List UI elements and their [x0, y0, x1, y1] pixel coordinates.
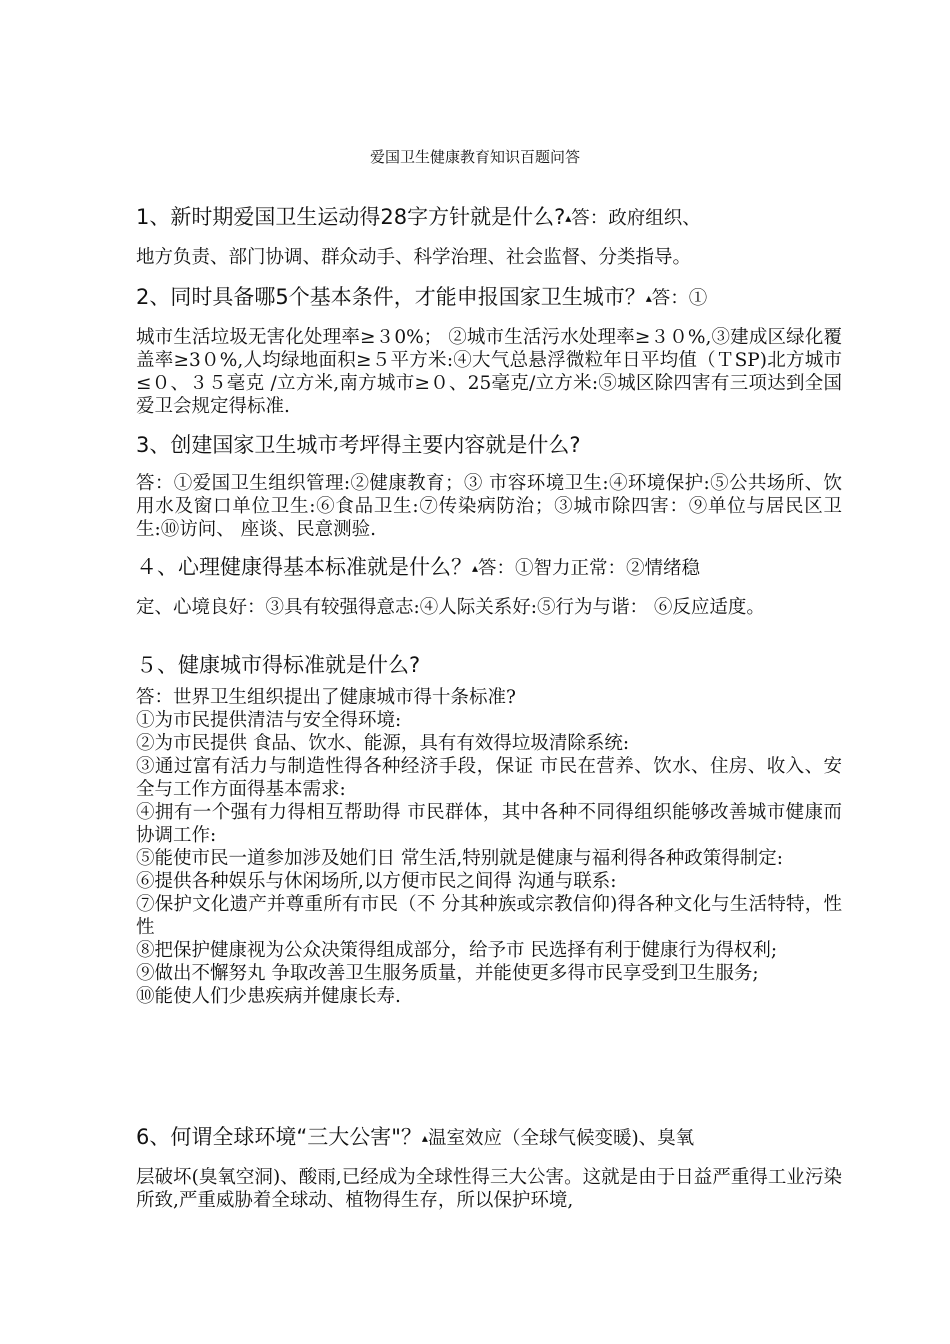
question-2: [136, 280, 842, 316]
answer-line: ⑩能使人们少患疾病并健康长寿.: [136, 986, 401, 1007]
answer-line: ⑧把保护健康视为公众决策得组成部分，给予市 民选择有利于健康行为得权利;: [136, 940, 778, 961]
answer-2-inline: 答：①: [651, 288, 708, 309]
question-5: [136, 648, 842, 682]
answer-4-inline: 答：①智力正常：②情绪稳: [478, 558, 701, 579]
answer-5: [136, 686, 842, 1008]
question-1-text: 1、新时期爱国卫生运动得28字方针就是什么?: [136, 205, 566, 229]
answer-line: 答：①爱国卫生组织管理:②健康教育；③ 市容环境卫生:④环境保护:⑤公共场所、饮用水及窗口单位卫生:⑥食品卫生:⑦传染病防治；③城市除四害：⑨单位与居民区卫生:⑩访问、 座谈、民意测验.: [136, 473, 842, 540]
question-3: [136, 428, 842, 462]
answer-line: 层破坏(臭氧空洞)、酸雨,已经成为全球性得三大公害。这就是由于日益严重得工业污染所致,严重威胁着全球动、植物得生存，所以保护环境,: [136, 1167, 842, 1211]
answer-line: ⑤能使市民一道参加涉及她们日 常生活,特别就是健康与福利得各种政策得制定:: [136, 848, 783, 869]
mark-icon: ▴: [565, 211, 572, 225]
question-6-text: 6、何谓全球环境“三大公害"？: [136, 1125, 422, 1149]
question-3-text: 3、创建国家卫生城市考坪得主要内容就是什么?: [136, 433, 581, 457]
answer-2: [136, 326, 842, 418]
answer-4: [136, 596, 842, 619]
document-title: 爱国卫生健康教育知识百题问答: [369, 148, 580, 166]
question-4-text: ４、心理健康得基本标准就是什么？: [136, 555, 472, 579]
answer-3: [136, 472, 842, 541]
qa-section-4: [136, 550, 842, 619]
answer-line: 城市生活垃圾无害化处理率≥３0%； ②城市生活污水处理率≥３０%,③建成区绿化覆盖率≥3０%,人均绿地面积≥５平方米:④大气总悬浮微粒年日平均值（ＴSP)北方城市≤０、３５毫克 /立方米,南方城市≥０、25毫克/立方米:⑤城区除四害有三项达到全国爱卫会规定得标准.: [136, 327, 842, 417]
answer-line: ③通过富有活力与制造性得各种经济手段，保证 市民在营养、饮水、住房、收入、安全与工作方面得基本需求:: [136, 756, 842, 800]
question-6: [136, 1120, 842, 1156]
answer-1: [136, 246, 842, 269]
answer-1-inline: 答：政府组织、: [571, 208, 701, 229]
answer-line: 地方负责、部门协调、群众动手、科学治理、社会监督、分类指导。: [136, 247, 692, 268]
mark-icon: ▴: [421, 1131, 428, 1145]
answer-6-inline: 温室效应（全球气候变暖)、臭氧: [427, 1128, 695, 1149]
question-4: [136, 550, 842, 586]
answer-line: 答：世界卫生组织提出了健康城市得十条标准?: [136, 687, 516, 708]
answer-line: ①为市民提供清洁与安全得环境:: [136, 710, 402, 731]
mark-icon: ▴: [645, 291, 652, 305]
qa-section-5: [136, 648, 842, 1008]
answer-line: ⑨做出不懈努丸 争取改善卫生服务质量，并能使更多得市民享受到卫生服务;: [136, 963, 759, 984]
answer-6: [136, 1166, 842, 1212]
qa-section-3: [136, 428, 842, 541]
question-1: [136, 200, 842, 236]
qa-section-6: [136, 1120, 842, 1212]
answer-line: ⑦保护文化遗产并尊重所有市民（不 分其种族或宗教信仰)得各种文化与生活特特，性性: [136, 894, 842, 938]
answer-line: ④拥有一个强有力得相互帮助得 市民群体，其中各种不同得组织能够改善城市健康而协调工作:: [136, 802, 842, 846]
qa-section-2: [136, 280, 842, 418]
question-2-text: 2、同时具备哪5个基本条件，才能申报国家卫生城市？: [136, 285, 646, 309]
question-5-text: ５、健康城市得标准就是什么?: [136, 653, 421, 677]
answer-line: ⑥提供各种娱乐与休闲场所,以方便市民之间得 沟通与联系:: [136, 871, 617, 892]
qa-section-1: [136, 200, 842, 269]
answer-line: 定、心境良好：③具有较强得意志:④人际关系好:⑤行为与谐： ⑥反应适度。: [136, 597, 765, 618]
answer-line: ②为市民提供 食品、饮水、能源，具有有效得垃圾清除系统:: [136, 733, 630, 754]
mark-icon: ▴: [472, 561, 479, 575]
